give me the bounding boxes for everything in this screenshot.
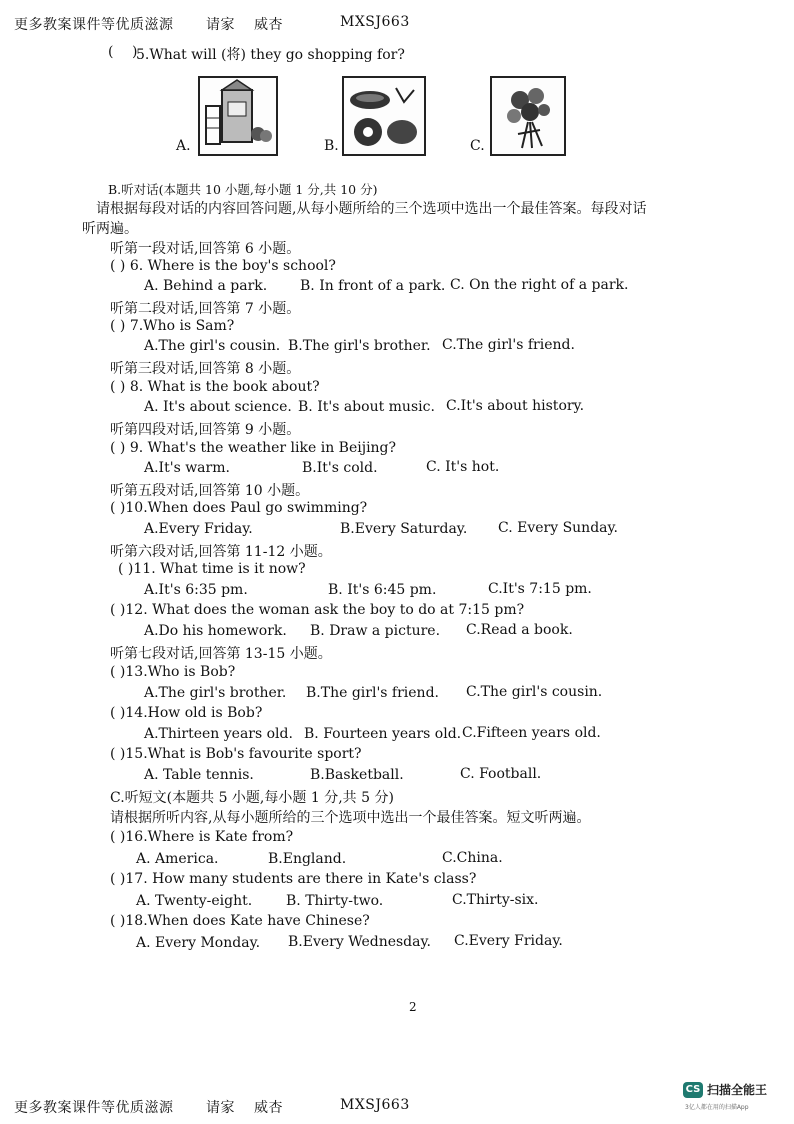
q17-question: ( )17. How many students are there in Kate's class?	[110, 871, 477, 887]
dialog-7-heading: 听第七段对话,回答第 13-15 小题。	[110, 646, 332, 662]
q14-option-a: A.Thirteen years old.	[144, 726, 293, 742]
q10-question: ( )10.When does Paul go swimming?	[110, 500, 368, 516]
dialog-6-heading: 听第六段对话,回答第 11-12 小题。	[110, 544, 332, 560]
q7-option-c: C.The girl's friend.	[442, 337, 575, 353]
q6-option-c: C. On the right of a park.	[450, 277, 629, 293]
header-code-text: MXSJ663	[340, 14, 410, 30]
q8-option-c: C.It's about history.	[446, 398, 585, 414]
footer-left-text: 更多教案课件等优质滋源	[14, 1100, 174, 1116]
bread-food-image	[342, 76, 426, 156]
q11-option-b: B. It's 6:45 pm.	[328, 582, 437, 598]
dialog-3-heading: 听第三段对话,回答第 8 小题。	[110, 361, 301, 377]
dialog-4-heading: 听第四段对话,回答第 9 小题。	[110, 422, 301, 438]
q8-option-a: A. It's about science.	[144, 399, 292, 415]
q13-option-a: A.The girl's brother.	[144, 685, 287, 701]
footer-mid1-text: 请家	[206, 1100, 235, 1116]
q12-option-a: A.Do his homework.	[144, 623, 287, 639]
scanner-app-tagline: 3亿人都在用的扫描App	[685, 1104, 749, 1111]
q16-question: ( )16.Where is Kate from?	[110, 829, 294, 845]
footer-mid2-text: 威杏	[254, 1100, 283, 1116]
q5-paren: (	[108, 44, 114, 60]
q9-option-c: C. It's hot.	[426, 459, 500, 475]
q18-option-c: C.Every Friday.	[454, 933, 563, 949]
q5-question: 5.What will (将) they go shopping for?	[136, 47, 405, 63]
q10-option-b: B.Every Saturday.	[340, 521, 468, 537]
q13-option-b: B.The girl's friend.	[306, 685, 439, 701]
scanner-app-name: 扫描全能王	[707, 1083, 768, 1097]
header-left-text: 更多教案课件等优质滋源	[14, 17, 174, 33]
q18-option-a: A. Every Monday.	[136, 935, 261, 951]
q8-question: ( ) 8. What is the book about?	[110, 379, 320, 395]
q5-label-a: A.	[176, 138, 191, 154]
q16-option-c: C.China.	[442, 850, 503, 866]
q14-option-c: C.Fifteen years old.	[462, 725, 601, 741]
q9-question: ( ) 9. What's the weather like in Beijing?	[110, 440, 397, 456]
q16-option-b: B.England.	[268, 851, 347, 867]
q5-label-c: C.	[470, 138, 485, 154]
q5-close: )	[132, 44, 138, 60]
section-b-instruction-2: 听两遍。	[82, 221, 138, 237]
q7-option-a: A.The girl's cousin.	[144, 338, 281, 354]
q6-option-b: B. In front of a park.	[300, 278, 446, 294]
q16-option-a: A. America.	[136, 851, 219, 867]
section-b-title: B.听对话(本题共 10 小题,每小题 1 分,共 10 分)	[108, 182, 378, 197]
q15-option-c: C. Football.	[460, 766, 542, 782]
cs-logo-icon: CS	[683, 1082, 703, 1098]
q12-option-c: C.Read a book.	[466, 622, 573, 638]
q15-option-a: A. Table tennis.	[144, 767, 254, 783]
dialog-1-heading: 听第一段对话,回答第 6 小题。	[110, 241, 301, 257]
header-mid2-text: 威杏	[254, 17, 283, 33]
section-c-instruction: 请根据所听内容,从每小题所给的三个选项中选出一个最佳答案。短文听两遍。	[110, 810, 591, 826]
q14-question: ( )14.How old is Bob?	[110, 705, 263, 721]
section-c-title: C.听短文(本题共 5 小题,每小题 1 分,共 5 分)	[110, 790, 394, 806]
q11-option-c: C.It's 7:15 pm.	[488, 581, 592, 597]
q18-option-b: B.Every Wednesday.	[288, 934, 431, 950]
q7-question: ( ) 7.Who is Sam?	[110, 318, 235, 334]
flowers-image	[490, 76, 566, 156]
q10-option-a: A.Every Friday.	[144, 521, 253, 537]
dialog-2-heading: 听第二段对话,回答第 7 小题。	[110, 301, 301, 317]
q6-option-a: A. Behind a park.	[144, 278, 268, 294]
q17-option-c: C.Thirty-six.	[452, 892, 539, 908]
q15-question: ( )15.What is Bob's favourite sport?	[110, 746, 362, 762]
footer-code-text: MXSJ663	[340, 1097, 410, 1113]
q9-option-a: A.It's warm.	[144, 460, 230, 476]
dialog-5-heading: 听第五段对话,回答第 10 小题。	[110, 483, 310, 499]
q6-question: ( ) 6. Where is the boy's school?	[110, 258, 336, 274]
q5-label-b: B.	[324, 138, 339, 154]
q7-option-b: B.The girl's brother.	[288, 338, 431, 354]
q17-option-a: A. Twenty-eight.	[136, 893, 253, 909]
q11-option-a: A.It's 6:35 pm.	[144, 582, 248, 598]
header-mid1-text: 请家	[206, 17, 235, 33]
q10-option-c: C. Every Sunday.	[498, 520, 619, 536]
q8-option-b: B. It's about music.	[298, 399, 435, 415]
section-b-instruction-1: 请根据每段对话的内容回答问题,从每小题所给的三个选项中选出一个最佳答案。每段对话	[96, 201, 647, 217]
q15-option-b: B.Basketball.	[310, 767, 404, 783]
page-number: 2	[409, 1000, 417, 1014]
q11-question: ( )11. What time is it now?	[118, 561, 306, 577]
q9-option-b: B.It's cold.	[302, 460, 378, 476]
q12-question: ( )12. What does the woman ask the boy to do at 7:15 pm?	[110, 602, 525, 618]
q17-option-b: B. Thirty-two.	[286, 893, 384, 909]
q12-option-b: B. Draw a picture.	[310, 623, 441, 639]
q13-question: ( )13.Who is Bob?	[110, 664, 236, 680]
q14-option-b: B. Fourteen years old.	[304, 726, 462, 742]
q13-option-c: C.The girl's cousin.	[466, 684, 603, 700]
q18-question: ( )18.When does Kate have Chinese?	[110, 913, 370, 929]
milk-carton-fruit-image	[198, 76, 278, 156]
scanner-logo	[683, 1080, 793, 1120]
